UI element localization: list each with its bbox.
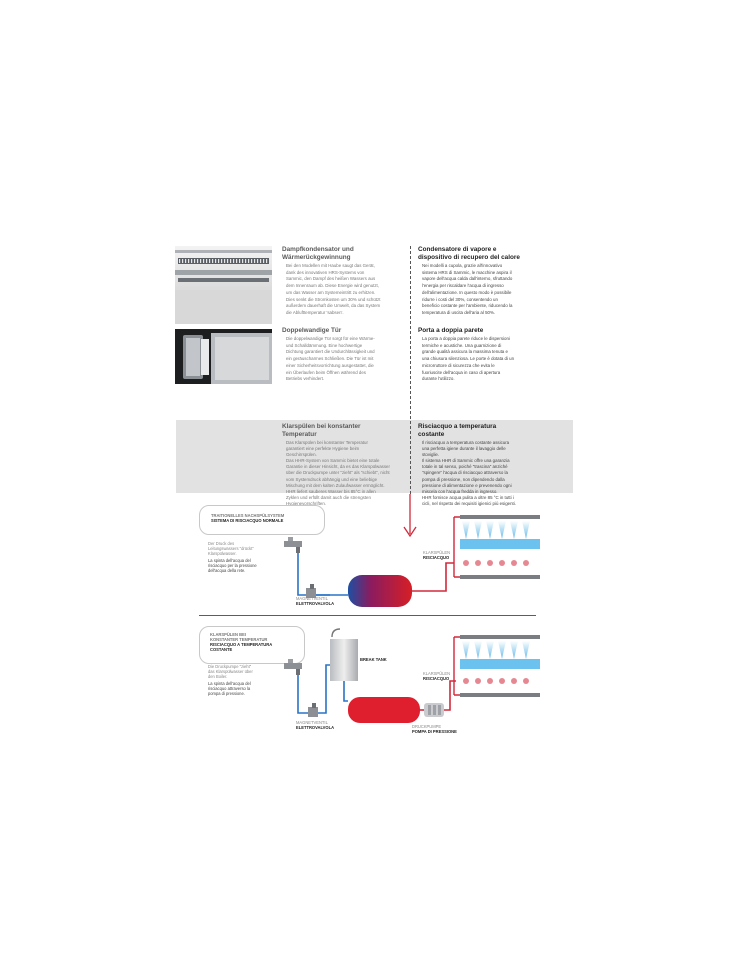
diagram2-rinse-label: KLARSPÜLEN RISCIACQUO: [423, 671, 451, 681]
diagram1-note: Der Druck des Leitungswassers "drückt" Klarspülwasser. La spinta dell'acqua del risciacquo per la pressione dell'acqua della rete.: [208, 541, 257, 573]
door-photo: [175, 329, 272, 384]
it-rinse-section: [418, 423, 550, 507]
diagram2-pump-icon: [424, 703, 444, 717]
diagram2-break-tank: [330, 639, 358, 681]
it-door-text: La porta a doppia parete riduce le dispersioni termiche e acustiche. Una guarnizione di grande qualità assicura la massima tenuta e una chiusura silenziosa. Le porte è dotata di un microrruttore di sicurezza che evita le fuoriuscite dell'acqua in caso di apertura durante l'utilizzo.: [422, 336, 515, 382]
column-divider: [410, 246, 411, 494]
de-heat-recovery-text: Bei den Modellen mit Haube saugt das Gerät, dank des innovativen HRS-Systems von Sammic, den Dampf des heißen Wassers aus dem Innenraum ab. Diese Energie wird genutzt, um das Wasser am Systemeintritt zu erhitzen. Dies senkt die Stromkosten um 30% und schützt außerdem dauerhaft die Umwelt, da das System die Ablufttemperatur 'sabsen'.: [286, 263, 381, 315]
diagram1-valve-label: MAGNETVENTIL ELETTROVALVOLA: [296, 596, 335, 606]
it-column: [418, 246, 548, 317]
it-door-title: Porta a doppia parete: [418, 327, 484, 334]
it-rinse-text: Il risciacquo a temperatura costante assicura una perfetta igiene durante il lavaggio delle stoviglie. Il sistema HHR di Sammic offre una garanzia totale in tal senso, poiché "trascina" anziché "spingere" l'acqua di risciacquo attraverso la pompa di pressione, non dipendendo dalla pressione di alimentazione e prevenendo ogni miscela con l'acqua fredda in ingresso. HHR fornisce acqua pulita a oltre 85 °C in tutti i cicli, nel rispetto dei requisiti igienici più esigenti.: [422, 440, 516, 506]
diagram-separator: [199, 615, 536, 616]
diagram2-break-tank-label: BREAK TANK: [360, 657, 387, 662]
diagram1-boiler: [348, 575, 412, 607]
diagram2-valve-label: MAGNETVENTIL ELETTROVALVOLA: [296, 720, 335, 730]
de-door-title: Doppelwandige Tür: [282, 327, 342, 334]
it-door-section: [418, 327, 548, 383]
de-door-section: [282, 327, 402, 383]
diagram2-schematic: [270, 625, 560, 735]
de-column: [282, 246, 402, 317]
hood-vent-photo: [175, 246, 272, 324]
it-heat-recovery-text: Nei modelli a cupola, grazie all'innovativo sistema HRS di Sammic, le macchine aspira il vapore dell'acqua calda dall'interno, sfruttando l'energia per riscaldare l'acqua di ingresso dell'alimentazione. In questo modo è possibile ridurre i costi del 30%, consentendo un beneficio costante per l'ambiente, riducendo la temperatura di uscita dell'aria al 50%.: [422, 263, 513, 315]
de-heat-recovery-title: Dampfkondensator und Wärmerückgewinnung: [282, 246, 354, 261]
it-heat-recovery-title: Condensatore di vapore e dispositivo di recupero del calore: [418, 246, 520, 261]
diagram2-boiler: [348, 697, 420, 723]
it-rinse-title: Risciacquo a temperatura costante: [418, 423, 497, 438]
diagram2-pump-label: DRUCKPUMPE POMPA DI PRESSIONE: [412, 724, 457, 734]
de-rinse-text: Das Klarspülen bei konstanter Temperatur garantiert eine perfekte Hygiene beim Geschirrspülen. Das HHR-System von Sammic bietet eine totale Garantie in dieser Hinsicht, da es das Klarspülwasser über die Druckpumpe unter "zieht" als "schiebt", nicht vom Systemdruck abhängig und eine beliebige Mischung mit dem kalten Zulaufwasser ermöglicht. HHR liefert sauberes Wasser bis 85°C in allen Zyklen und erfüllt damit auch die strengsten Hygienevorschriften.: [286, 440, 390, 506]
de-door-text: Die doppelwandige Tür sorgt für eine Wärme- und Schalldämmung. Eine hochwertige Dichtung garantiert die Undurchlässigkeit und ein geräuscharmes Schließen. Die Tür ist mit einer Sicherheitsvorrichtung ausgestattet, die ein Überlaufen beim Öffnen während des Betriebs verhindert.: [286, 336, 375, 382]
diagram2-dish-rack: [460, 659, 540, 669]
de-rinse-title: Klarspülen bei konstanter Temperatur: [282, 423, 361, 438]
diagram2-valve-icon: [308, 703, 318, 717]
de-rinse-section: [282, 423, 404, 507]
diagram2-note: Die Druckpumpe "zieht" das Klarspülwasser über den Boiler. La spinta dell'acqua del risciacquo attraverso la pompa di pressione.: [208, 664, 253, 696]
diagram1-dish-rack: [460, 539, 540, 549]
diagram1-heading: TRAITIONELLES NACHSPÜLSYSTEM SISTEMA DI RISCIACQUO NORMALE: [208, 513, 287, 523]
diagram1-faucet-icon: [284, 537, 302, 553]
diagram2-heading: KLARSPÜLEN BEI KONSTANTER TEMPERATUR RISCIACQUO A TEMPERATURA COSTANTE: [207, 632, 275, 652]
diagram1-rinse-label: KLARSPÜLEN RISCIACQUO: [423, 550, 451, 560]
diagram2-faucet-icon: [284, 659, 302, 675]
